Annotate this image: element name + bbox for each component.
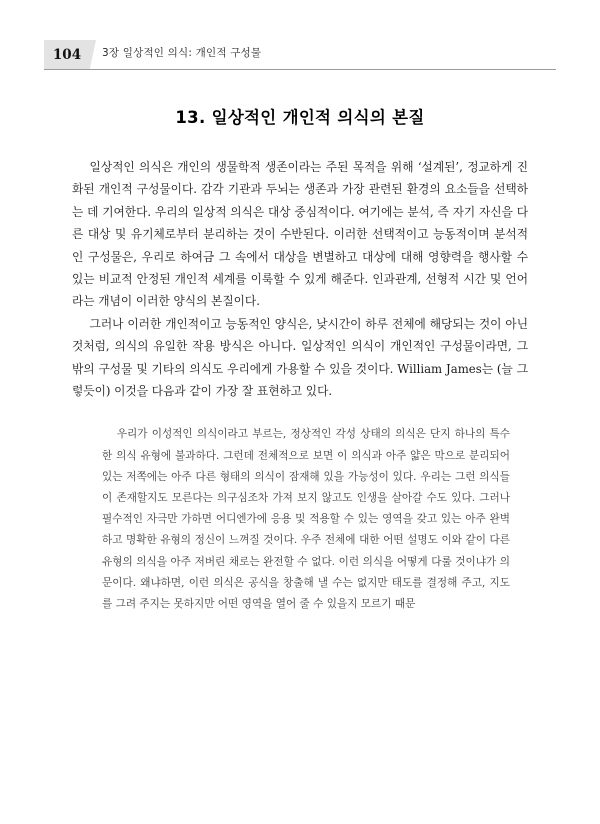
body-paragraph: 그러나 이러한 개인적이고 능동적인 양식은, 낮시간이 하루 전체에 해당되는 것이 아닌 것처럼, 의식의 유일한 작용 방식은 아니다. 일상적인 의식이 개인적인 구성물이라면, 그 밖의 구성물 및 기타의 의식도 우리에게 가용할 수 있을 것이다. William James는 (늘 그렇듯이) 이것을 다음과 같이 가장 잘 표현하고 있다. [72, 316, 528, 399]
block-quote [72, 424, 528, 615]
page-content [72, 104, 528, 615]
running-title: 3장 일상적인 의식: 개인적 구성물 [102, 47, 262, 59]
running-head [44, 40, 556, 70]
header-rule [44, 69, 556, 70]
quote-paragraph: 우리가 이성적인 의식이라고 부르는, 정상적인 각성 상태의 의식은 단지 하나의 특수한 의식 유형에 불과하다. 그런데 전체적으로 보면 이 의식과 아주 얇은 막으로 분리되어 있는 저쪽에는 아주 다른 형태의 의식이 잠재해 있을 가능성이 있다. 우리는 그런 의식들이 존재할지도 모른다는 의구심조차 가져 보지 않고도 인생을 살아갈 수도 있다. 그러나 필수적인 자극만 가하면 어디엔가에 응용 및 적용할 수 있는 영역을 갖고 있는 아주 완벽하고 명확한 유형의 정신이 느껴질 것이다. 우주 전체에 대한 어떤 설명도 이와 같이 다른 유형의 의식을 아주 저버린 채로는 완전할 수 없다. 이런 의식을 어떻게 다룰 것이냐가 의문이다. 왜냐하면, 이런 의식은 공식을 창출해 낼 수는 없지만 태도를 결정해 주고, 지도를 그려 주지는 못하지만 어떤 영역을 열어 줄 수 있을지 모르기 때문 [102, 428, 510, 611]
body-paragraph: 일상적인 의식은 개인의 생물학적 생존이라는 주된 목적을 위해 ‘설계된’, 정교하게 진화된 개인적 구성물이다. 감각 기관과 두뇌는 생존과 가장 관련된 환경의 요소들을 선택하는 데 기여한다. 우리의 일상적 의식은 대상 중심적이다. 여기에는 분석, 즉 자기 자신을 다른 대상 및 유기체로부터 분리하는 것이 수반된다. 이러한 선택적이고 능동적이며 분석적인 구성물은, 우리로 하여금 그 속에서 대상을 변별하고 대상에 대해 영향력을 행사할 수 있는 비교적 안정된 개인적 세계를 이룩할 수 있게 해준다. 인과관계, 선형적 시간 및 언어라는 개념이 이러한 양식의 본질이다. [72, 160, 528, 309]
page-number: 104 [52, 46, 82, 63]
section-title: 13. 일상적인 개인적 의식의 본질 [175, 108, 425, 127]
